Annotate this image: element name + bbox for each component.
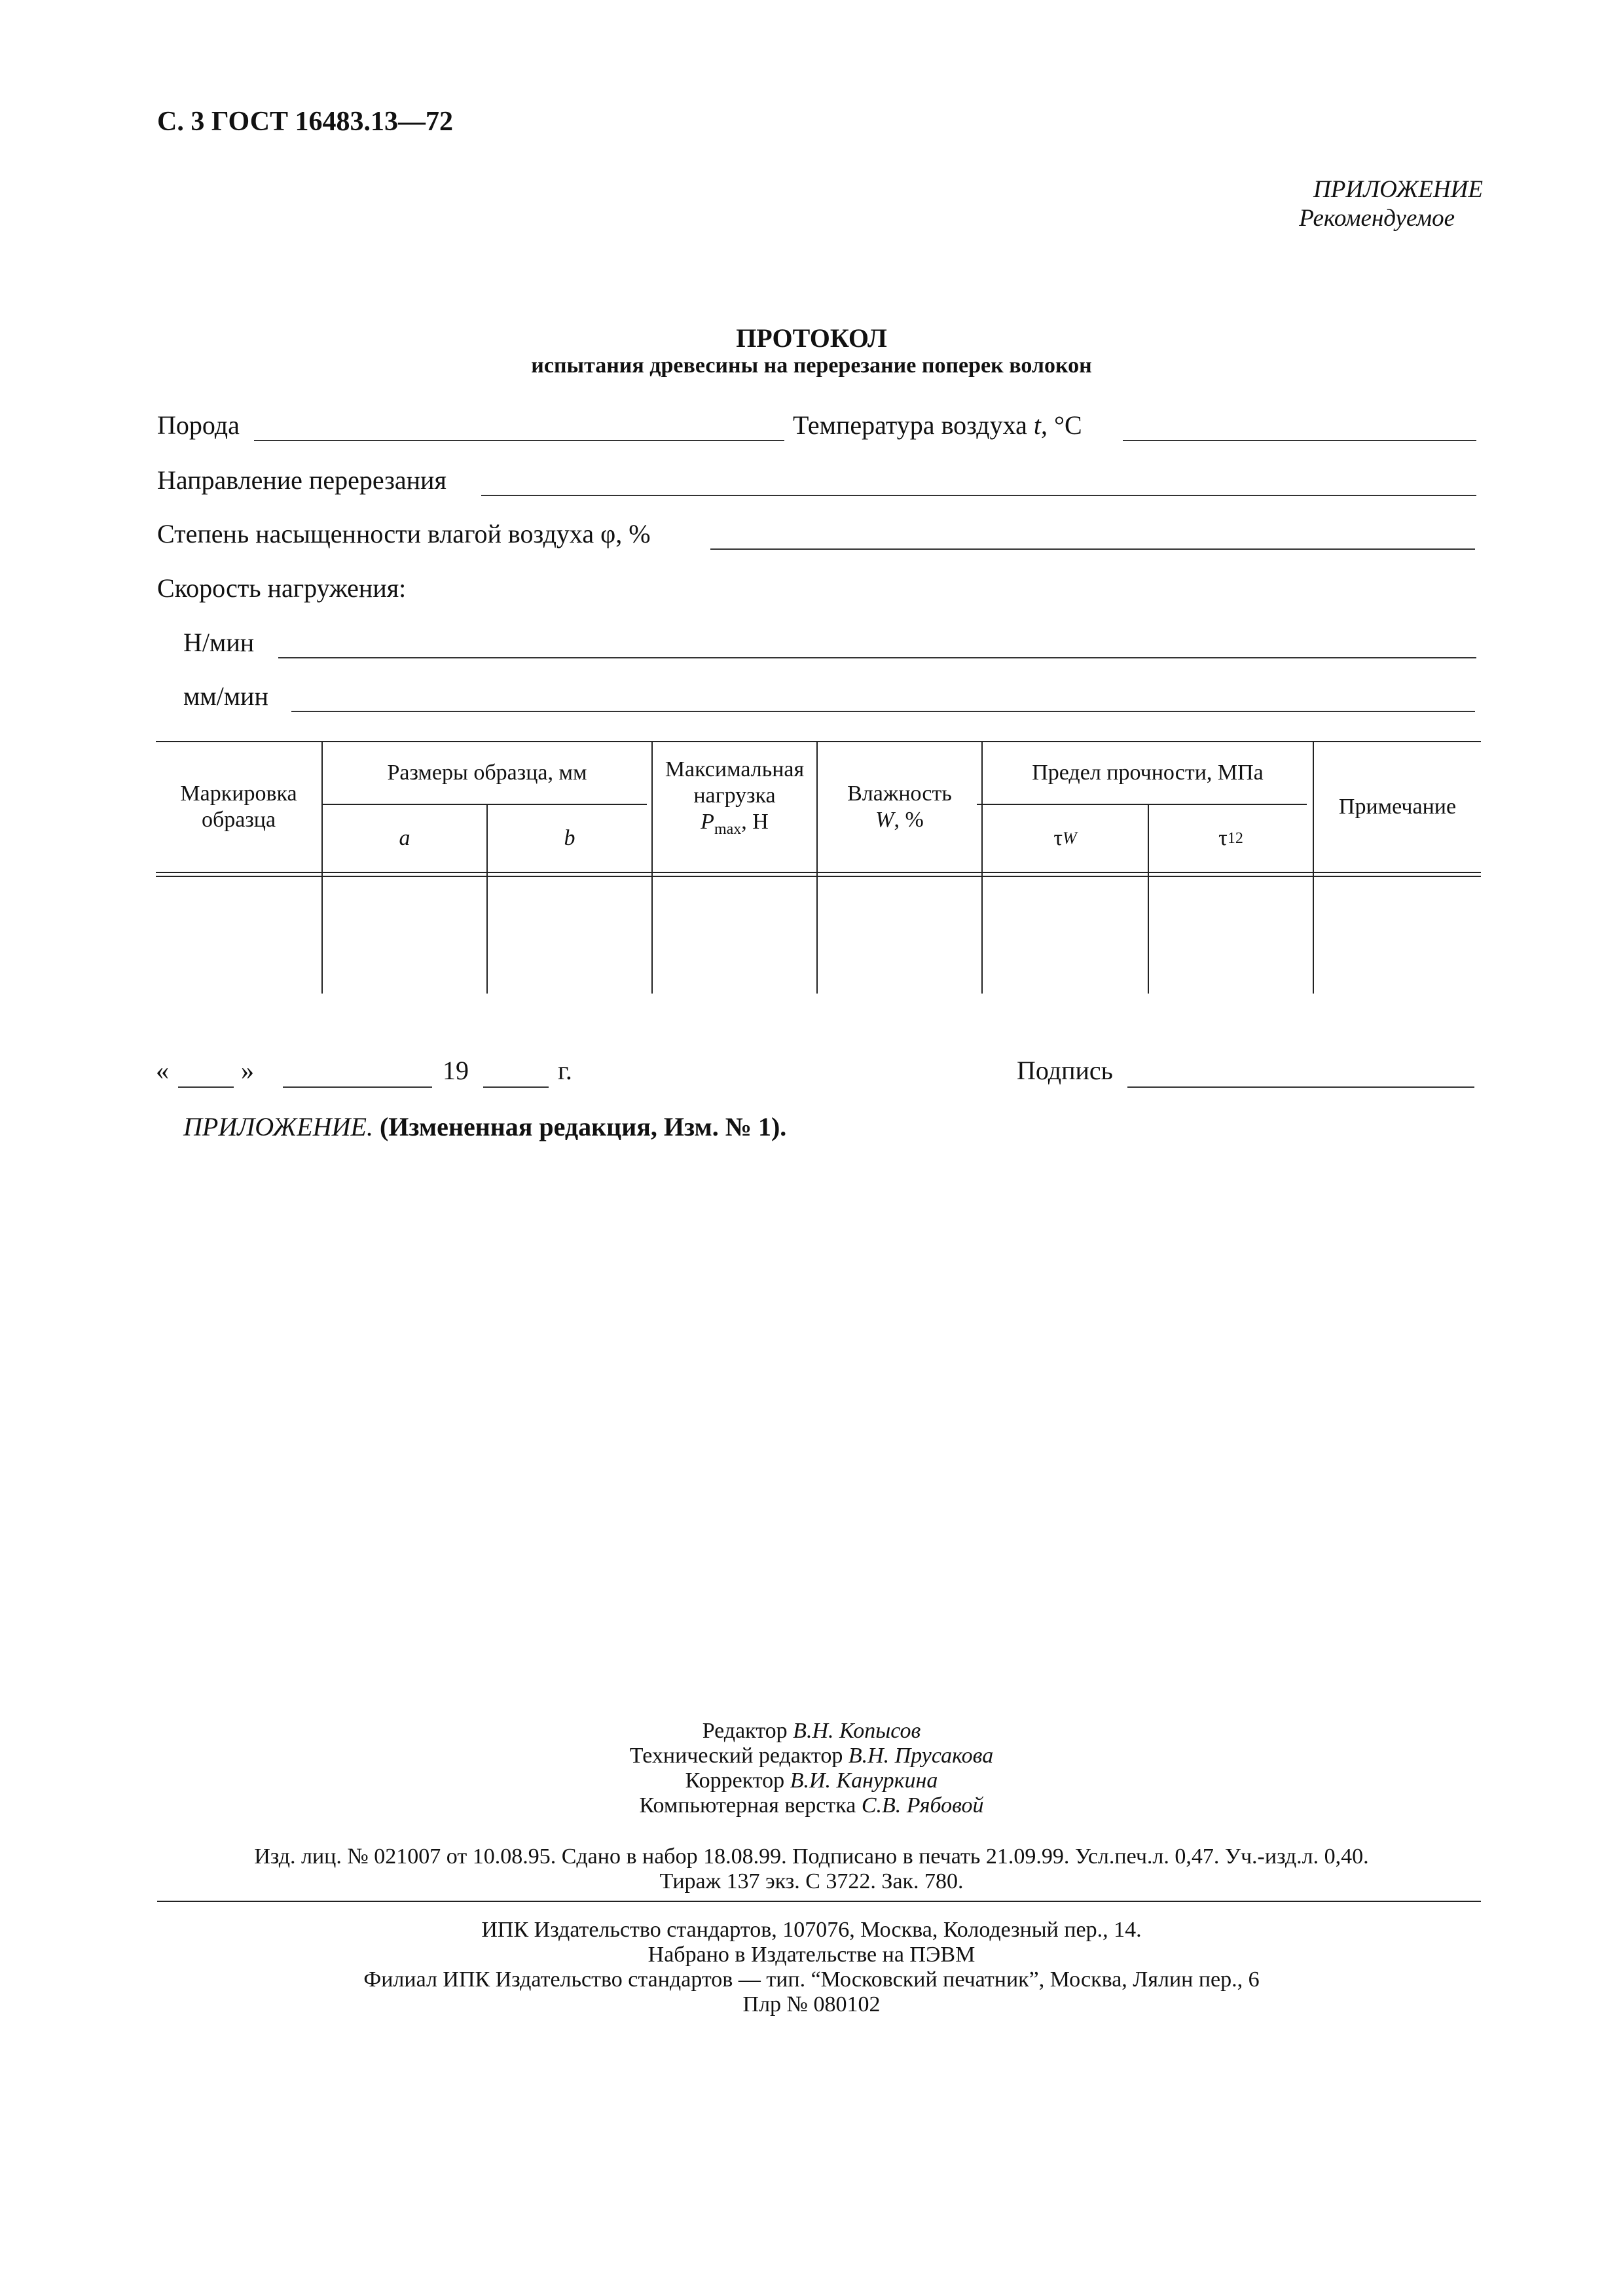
cut-direction-label: Направление перерезания — [157, 465, 447, 495]
air-temp-label: Температура воздуха t, °C — [793, 410, 1082, 440]
colophon-plr: Плр № 080102 — [742, 1992, 881, 2017]
colophon-corrector: Корректор В.И. Кануркина — [685, 1768, 938, 1793]
header-note: Примечание — [1338, 795, 1457, 819]
protocol-subtitle: испытания древесины на перерезание поперек волокон — [531, 353, 1092, 378]
protocol-title: ПРОТОКОЛ — [736, 323, 887, 353]
colophon-tech-editor: Технический редактор В.Н. Прусакова — [629, 1744, 994, 1768]
colophon-license: Изд. лиц. № 021007 от 10.08.95. Сдано в набор 18.08.99. Подписано в печать 21.09.99. Усл.печ.л. 0,47. Уч.-изд.л. 0,40. — [254, 1844, 1369, 1869]
rate-n-field[interactable] — [278, 657, 1476, 658]
date-open-quote: « — [156, 1056, 169, 1085]
rate-mm-label: мм/мин — [183, 681, 268, 711]
revision-note: ПРИЛОЖЕНИЕ. (Измененная редакция, Изм. № 1). — [183, 1112, 787, 1141]
colophon-publisher: ИПК Издательство стандартов, 107076, Москва, Колодезный пер., 14. — [481, 1918, 1142, 1942]
humidity-label: Степень насыщенности влагой воздуха φ, % — [157, 519, 651, 548]
date-year-prefix: 19 — [443, 1056, 469, 1085]
header-moisture: Влажность W, % — [847, 781, 952, 832]
air-temp-field[interactable] — [1123, 440, 1476, 441]
header-strength: Предел прочности, МПа — [1032, 761, 1264, 785]
colophon-typeset: Набрано в Издательстве на ПЭВМ — [647, 1943, 976, 1967]
appendix-title: ПРИЛОЖЕНИЕ — [1313, 176, 1483, 203]
date-close-quote: » — [241, 1056, 254, 1085]
header-tau-12: τ 12 — [1218, 826, 1243, 850]
colophon-layout: Компьютерная верстка С.В. Рябовой — [639, 1793, 984, 1818]
date-year-field[interactable] — [483, 1086, 549, 1088]
date-month-field[interactable] — [283, 1086, 432, 1088]
humidity-field[interactable] — [710, 548, 1475, 550]
header-b: b — [564, 826, 575, 850]
appendix-subtitle: Рекомендуемое — [1299, 205, 1455, 232]
signature-field[interactable] — [1127, 1086, 1474, 1088]
header-max-load: Максимальная нагрузка $P_{max}$, Н — [665, 757, 805, 838]
rate-n-label: Н/мин — [183, 628, 255, 657]
header-marking: Маркировка образца — [180, 781, 297, 832]
table-header-border-1 — [156, 872, 1481, 873]
header-tau-w: τ W — [1053, 826, 1077, 850]
colophon-divider — [157, 1901, 1481, 1902]
signature-label: Подпись — [1017, 1056, 1113, 1085]
colophon-print-run: Тираж 137 экз. С 3722. Зак. 780. — [659, 1869, 964, 1893]
header-dimensions: Размеры образца, мм — [387, 761, 587, 785]
rate-mm-field[interactable] — [291, 711, 1475, 712]
colophon-branch: Филиал ИПК Издательство стандартов — тип. “Московский печатник”, Москва, Лялин пер., 6 — [363, 1967, 1260, 1992]
colophon-editor: Редактор В.Н. Копысов — [702, 1719, 921, 1743]
page-header: С. 3 ГОСТ 16483.13—72 — [157, 107, 454, 137]
cut-direction-field[interactable] — [481, 495, 1476, 496]
table-header-border-2 — [156, 876, 1481, 877]
date-year-suffix: г. — [558, 1056, 572, 1085]
results-table — [156, 741, 1481, 994]
loading-rate-label: Скорость нагружения: — [157, 573, 407, 603]
species-label: Порода — [157, 410, 240, 440]
header-a: a — [399, 826, 410, 850]
species-field[interactable] — [254, 440, 784, 441]
date-day-field[interactable] — [178, 1086, 234, 1088]
